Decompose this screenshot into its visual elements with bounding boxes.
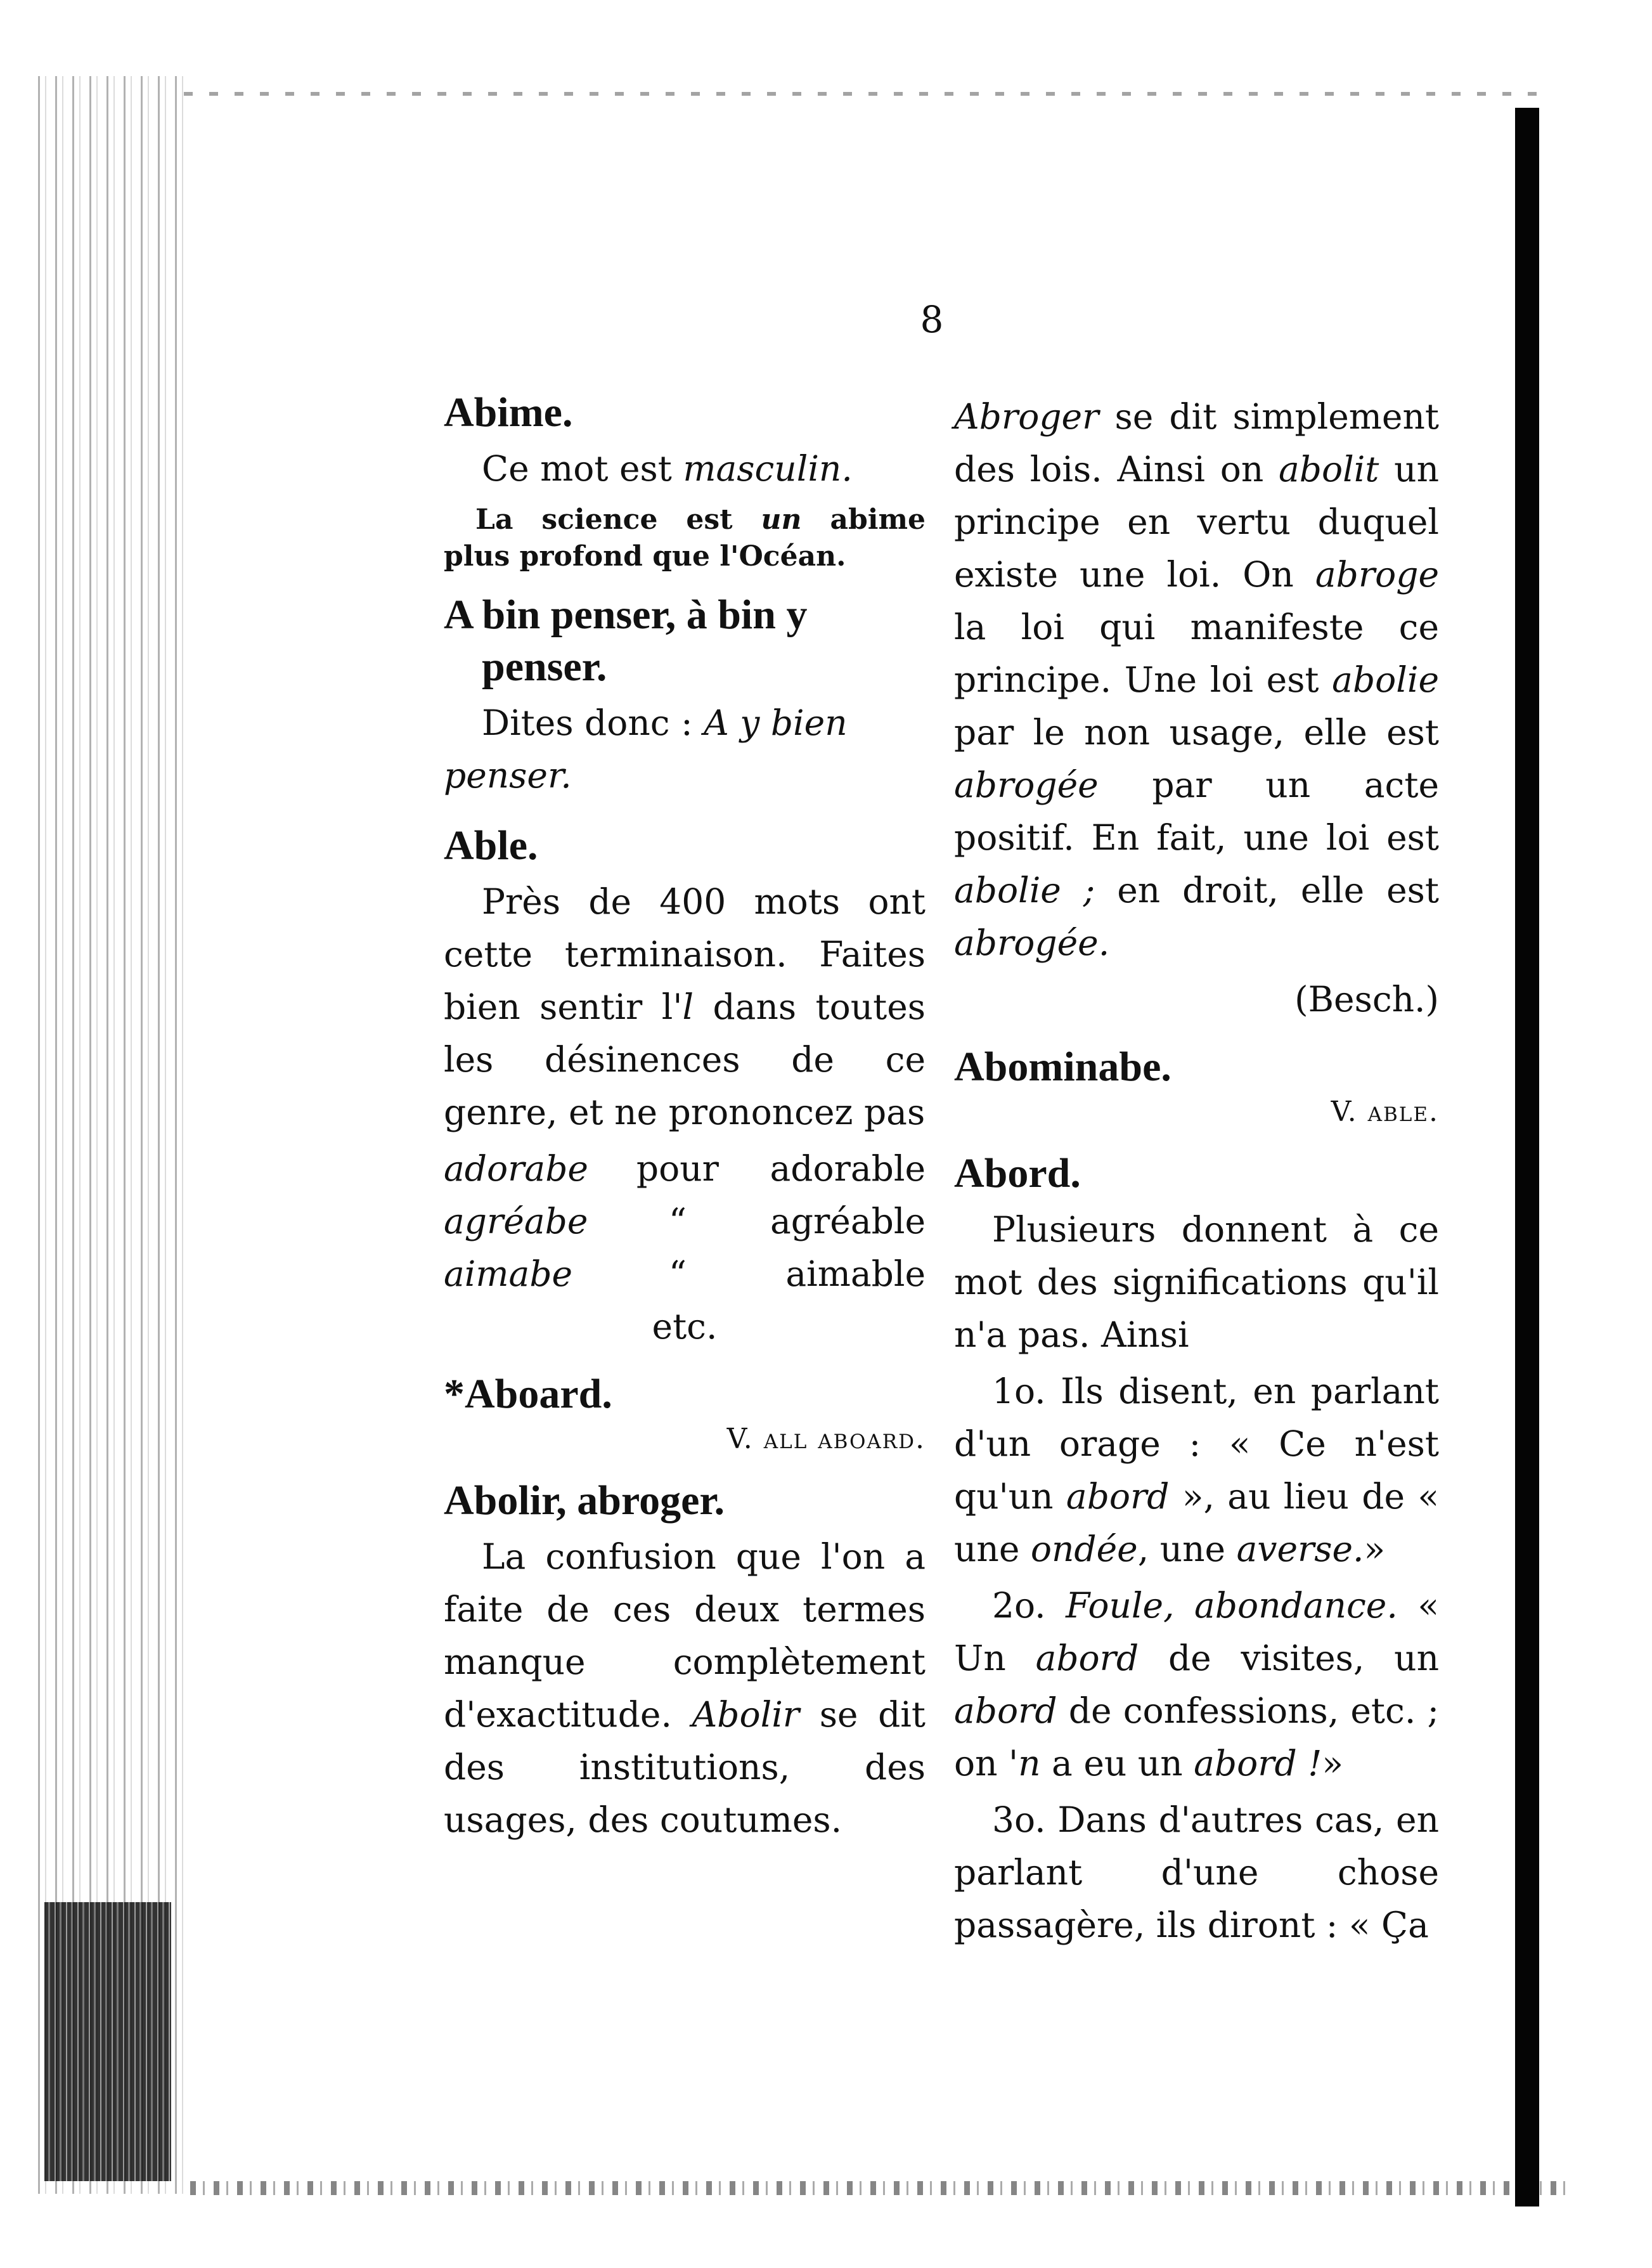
scan-left-edge-dark xyxy=(44,1902,171,2181)
table-row xyxy=(444,1195,926,1248)
entry-head-abominabe: Abominabe. xyxy=(954,1044,1171,1090)
entry-head-aboard: *Aboard. xyxy=(444,1371,612,1417)
scan-right-bar xyxy=(1515,108,1539,2206)
ditto-mark: “ xyxy=(668,1201,687,1241)
scan-top-edge xyxy=(184,92,1547,96)
entry-head-abolir: Abolir, abroger. xyxy=(444,1477,725,1524)
page-number: 8 xyxy=(920,298,944,341)
able-etc: etc. xyxy=(652,1306,718,1347)
entry-source-abroger: (Besch.) xyxy=(1294,979,1439,1020)
entry-text-abime: Ce mot est masculin. xyxy=(482,448,853,489)
scan-bottom-edge xyxy=(190,2181,1572,2195)
entry-text-abord-2: 2o. Foule, abondance. « Un abord de visites, un abord de confessions, etc. ; on 'n a eu un abord !» xyxy=(954,1585,1439,1784)
entry-ref-aboard: V. all aboard. xyxy=(726,1423,926,1455)
able-examples-table xyxy=(444,1143,926,1300)
table-row xyxy=(444,1143,926,1195)
entry-text-abord-intro: Plusieurs donnent à ce mot des significations qu'il n'a pas. Ainsi xyxy=(954,1209,1439,1355)
table-row xyxy=(444,1248,926,1300)
entry-ref-abominabe: V. able. xyxy=(1331,1096,1439,1128)
entry-head-abord: Abord. xyxy=(954,1150,1081,1196)
entry-text-abroger: Abroger se dit simplement des lois. Ainsi on abolit un principe en vertu duquel existe une loi. On abroge la loi qui manifeste ce principe. Une loi est abolie par le non usage, elle est abrogée par un acte positif. En fait, une loi est abolie ; en droit, elle est abrogée. xyxy=(954,396,1440,963)
entry-text-abord-3: 3o. Dans d'autres cas, en parlant d'une chose passagère, ils diront : « Ça xyxy=(954,1799,1439,1945)
ditto-mark: “ xyxy=(668,1254,687,1294)
entry-text-able: Près de 400 mots ont cette terminaison. Faites bien sentir l'l dans toutes les désinences de ce genre, et ne prononcez pas xyxy=(444,881,926,1132)
correct-form: aimable xyxy=(785,1254,926,1294)
ditto-mark: pour xyxy=(636,1148,719,1189)
right-column xyxy=(954,387,1439,1955)
entry-text-abolir: La confusion que l'on a faite de ces deux termes manque complètement d'exactitude. Abolir se dit des institutions, des usages, des coutumes. xyxy=(444,1536,926,1840)
scan-left-edge xyxy=(38,76,184,2194)
wrong-form: agréabe xyxy=(444,1201,588,1241)
entry-head-able: Able. xyxy=(444,822,538,869)
wrong-form: aimabe xyxy=(444,1254,573,1294)
entry-text-abin: Dites donc : A y bien penser. xyxy=(444,703,848,796)
correct-form: adorable xyxy=(770,1148,926,1189)
entry-example-abime: La science est un abime plus profond que l'Océan. xyxy=(444,503,926,573)
entry-text-abord-1: 1o. Ils disent, en parlant d'un orage : « Ce n'est qu'un abord », au lieu de « une ondée, une averse.» xyxy=(954,1371,1439,1569)
entry-head-abime: Abime. xyxy=(444,389,573,436)
wrong-form: adorabe xyxy=(444,1148,588,1189)
entry-head-abin: A bin penser, à bin y penser. xyxy=(444,592,808,690)
left-column xyxy=(444,387,926,1850)
correct-form: agréable xyxy=(770,1201,926,1241)
